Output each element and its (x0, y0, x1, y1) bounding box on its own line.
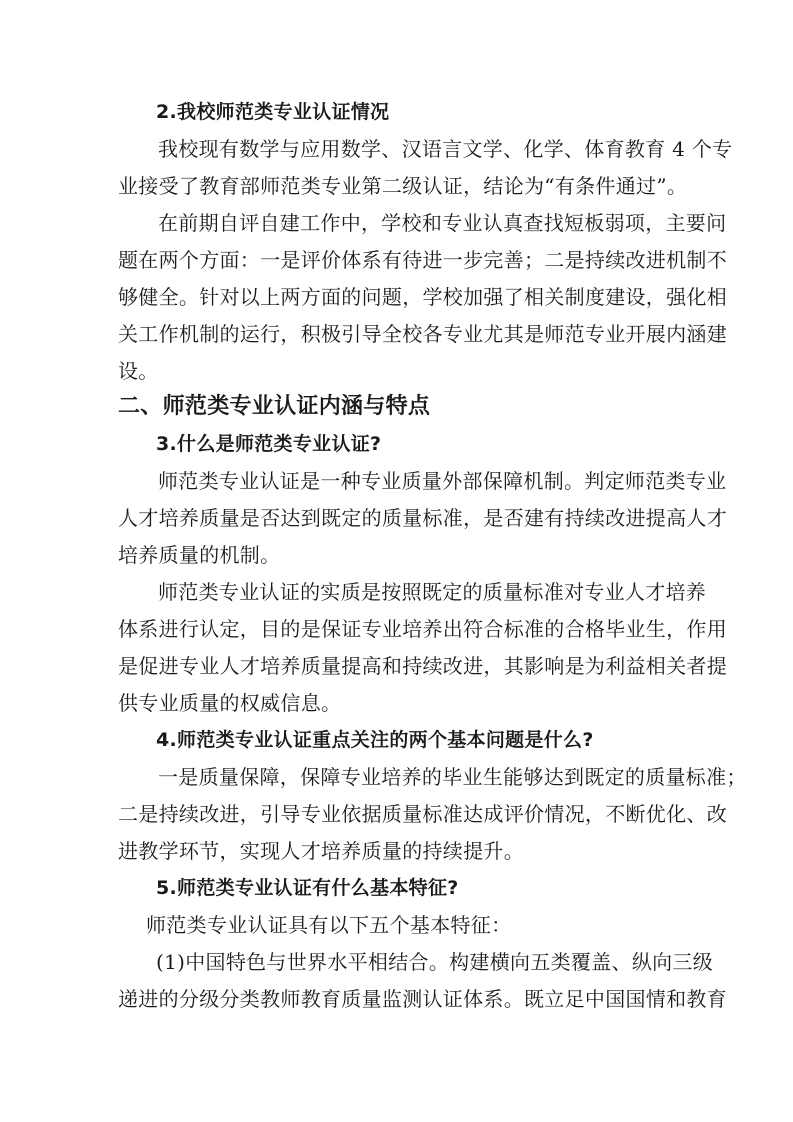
chapter-heading: 二、师范类专业认证内涵与特点 (118, 394, 431, 419)
paragraph-line: (1)中国特色与世界水平相结合。构建横向五类覆盖、纵向三级 (156, 950, 714, 974)
paragraph-line: 是促进专业人才培养质量提高和持续改进，其影响是为利益相关者提 (118, 654, 727, 678)
paragraph-line: 题在两个方面：一是评价体系有待进一步完善；二是持续改进机制不 (118, 248, 727, 272)
paragraph-line: 在前期自评自建工作中，学校和专业认真查找短板弱项，主要问 (158, 211, 727, 235)
paragraph-line: 一是质量保障，保障专业培养的毕业生能够达到既定的质量标准； (158, 765, 747, 789)
paragraph-line: 人才培养质量是否达到既定的质量标准，是否建有持续改进提高人才 (118, 506, 727, 530)
paragraph-line: 师范类专业认证是一种专业质量外部保障机制。判定师范类专业 (158, 469, 727, 493)
paragraph-line: 递进的分级分类教师教育质量监测认证体系。既立足中国国情和教育 (118, 987, 727, 1011)
paragraph-line: 关工作机制的运行，积极引导全校各专业尤其是师范专业开展内涵建 (118, 322, 727, 346)
paragraph-line: 二是持续改进，引导专业依据质量标准达成评价情况，不断优化、改 (118, 802, 727, 826)
paragraph-line: 设。 (118, 359, 159, 383)
paragraph-line: 进教学环节，实现人才培养质量的持续提升。 (118, 839, 524, 863)
paragraph-line: 体系进行认定，目的是保证专业培养出符合标准的合格毕业生，作用 (118, 617, 727, 641)
paragraph-line: 够健全。针对以上两方面的问题，学校加强了相关制度建设，强化相 (118, 285, 727, 309)
paragraph-line: 供专业质量的权威信息。 (118, 691, 342, 715)
paragraph-line: 师范类专业认证具有以下五个基本特征： (146, 913, 512, 937)
paragraph-line: 业接受了教育部师范类专业第二级认证，结论为“有条件通过”。 (118, 174, 688, 198)
section-heading: 5.师范类专业认证有什么基本特征? (156, 877, 459, 899)
paragraph-line: 我校现有数学与应用数学、汉语言文学、化学、体育教育 4 个专 (158, 137, 733, 161)
section-heading: 2.我校师范类专业认证情况 (156, 101, 390, 123)
paragraph-line: 培养质量的机制。 (118, 543, 281, 567)
section-heading: 4.师范类专业认证重点关注的两个基本问题是什么? (156, 729, 594, 751)
paragraph-line: 师范类专业认证的实质是按照既定的质量标准对专业人才培养 (158, 580, 707, 604)
section-heading: 3.什么是师范类专业认证? (156, 433, 382, 455)
